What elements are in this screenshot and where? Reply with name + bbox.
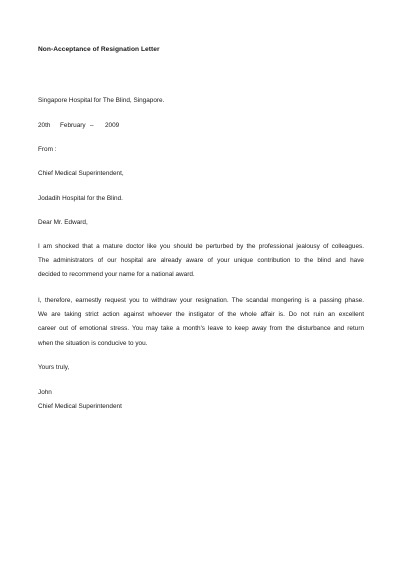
letter-title: Non-Acceptance of Resignation Letter xyxy=(38,46,160,53)
sender-address: Singapore Hospital for The Blind, Singapore. xyxy=(38,97,165,104)
date-dash: – xyxy=(90,122,94,129)
from-title: Chief Medical Superintendent, xyxy=(38,170,124,177)
paragraph-2-line: when the situation is conducive to you. xyxy=(38,339,148,347)
paragraph-2-line: career out of emotional stress. You may take a month's leave to keep away from the disturbance and return xyxy=(38,325,364,333)
closing: Yours truly, xyxy=(38,364,70,371)
paragraph-2 xyxy=(38,294,364,351)
paragraph-1-line: decided to recommend your name for a national award. xyxy=(38,271,195,279)
from-organization: Jodadih Hospital for the Blind. xyxy=(38,195,123,202)
paragraph-1-line: I am shocked that a mature doctor like you should be perturbed by the professional jealousy of colleagues. xyxy=(38,243,364,250)
paragraph-1 xyxy=(38,240,364,283)
paragraph-2-line: I, therefore, earnestly request you to withdraw your resignation. The scandal mongering is a passing phase. xyxy=(38,297,364,304)
date-year: 2009 xyxy=(105,122,120,129)
salutation: Dear Mr. Edward, xyxy=(38,219,88,226)
date-month: February xyxy=(60,122,86,129)
paragraph-1-line: The administrators of our hospital are already aware of your unique contribution to the blind and have xyxy=(38,257,364,265)
signature-title: Chief Medical Superintendent xyxy=(38,403,122,410)
from-label: From : xyxy=(38,146,57,153)
date-day: 20th xyxy=(38,122,51,129)
signature-name: John xyxy=(38,389,52,396)
paragraph-2-line: We are taking strict action against whoever the instigator of the whole affair is. Do not ruin an excellent xyxy=(38,311,364,319)
letter-date xyxy=(38,122,119,130)
